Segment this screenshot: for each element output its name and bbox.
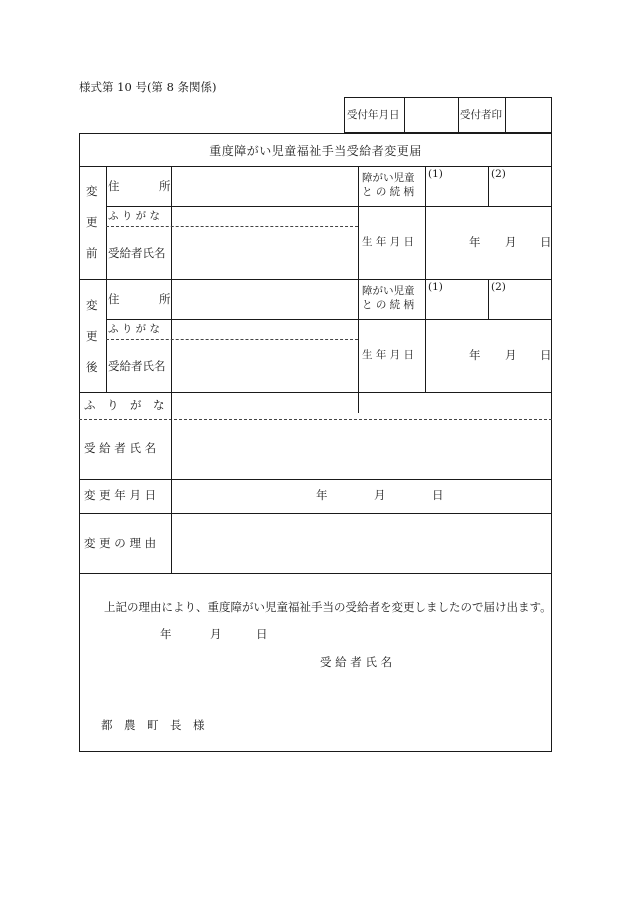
furigana-field[interactable] <box>172 393 357 418</box>
declaration-text: 上記の理由により、重度障がい児童福祉手当の受給者を変更しましたので届け出ます。 <box>104 600 552 614</box>
signature-label: 受 給 者 氏 名 <box>320 655 393 669</box>
before-relation-opt-1: (1) <box>428 168 443 180</box>
after-relation-opt-1: (1) <box>428 281 443 293</box>
change-date-field[interactable] <box>172 480 551 512</box>
recipient-name-label: 受 給 者 氏 名 <box>84 441 157 455</box>
furigana-extra-field[interactable] <box>359 393 551 418</box>
form-title: 重度障がい児童福祉手当受給者変更届 <box>209 143 422 158</box>
after-name-field[interactable] <box>172 341 357 391</box>
before-relation-label-1: 障がい児童 <box>362 172 415 184</box>
after-name-label: 受給者氏名 <box>108 359 166 373</box>
after-furigana-field[interactable] <box>172 320 357 339</box>
change-reason-label: 変 更 の 理 由 <box>84 536 157 550</box>
change-reason-field[interactable] <box>172 514 551 572</box>
change-date-label: 変 更 年 月 日 <box>84 488 157 502</box>
after-char-3: 後 <box>86 360 98 374</box>
before-birth-day: 日 <box>540 235 552 249</box>
before-birth-year: 年 <box>469 235 481 249</box>
before-relation-label-2: と の 続 柄 <box>362 186 415 198</box>
before-relation-opt-2: (2) <box>491 168 506 180</box>
after-relation-label-2: と の 続 柄 <box>362 299 415 311</box>
after-char-2: 更 <box>86 329 98 343</box>
receipt-date-field[interactable] <box>405 98 457 132</box>
after-char-1: 変 <box>86 298 98 312</box>
before-relation-field-1[interactable] <box>426 167 487 205</box>
declaration-month: 月 <box>210 627 222 641</box>
after-address-label-b: 所 <box>159 292 171 306</box>
before-relation-field-2[interactable] <box>489 167 551 205</box>
after-birthdate-label: 生 年 月 日 <box>362 349 415 361</box>
before-address-label-a: 住 <box>108 179 120 193</box>
receipt-stamp-label: 受付者印 <box>460 109 502 121</box>
recipient-name-field[interactable] <box>172 420 551 478</box>
before-char-3: 前 <box>86 246 98 260</box>
declaration-day: 日 <box>256 627 268 641</box>
signature-field[interactable] <box>410 652 540 672</box>
before-name-field[interactable] <box>172 228 357 278</box>
after-birth-month: 月 <box>505 348 517 362</box>
addressee: 都 農 町 長 様 <box>101 718 205 732</box>
after-relation-field-2[interactable] <box>489 280 551 318</box>
change-day: 日 <box>432 488 444 502</box>
before-birth-month: 月 <box>505 235 517 249</box>
receipt-date-label: 受付年月日 <box>347 109 400 121</box>
after-furigana-label: ふ り が な <box>108 323 161 335</box>
after-relation-label-1: 障がい児童 <box>362 285 415 297</box>
after-address-field[interactable] <box>172 280 357 318</box>
before-char-2: 更 <box>86 215 98 229</box>
before-birthdate-label: 生 年 月 日 <box>362 236 415 248</box>
form-number: 様式第 10 号(第 8 条関係) <box>79 80 217 94</box>
before-birthdate-field[interactable] <box>426 207 551 278</box>
after-birthdate-field[interactable] <box>426 320 551 391</box>
declaration-date-field[interactable] <box>120 624 280 644</box>
before-char-1: 変 <box>86 184 98 198</box>
before-address-field[interactable] <box>172 167 357 205</box>
after-relation-opt-2: (2) <box>491 281 506 293</box>
before-name-label: 受給者氏名 <box>108 246 166 260</box>
declaration-year: 年 <box>160 627 172 641</box>
after-address-label-a: 住 <box>108 292 120 306</box>
after-birth-year: 年 <box>469 348 481 362</box>
furigana-label: ふ り が な <box>84 398 165 412</box>
before-furigana-label: ふ り が な <box>108 210 161 222</box>
change-year: 年 <box>316 488 328 502</box>
receipt-stamp-field[interactable] <box>506 98 551 132</box>
before-address-label-b: 所 <box>159 179 171 193</box>
after-birth-day: 日 <box>540 348 552 362</box>
after-relation-field-1[interactable] <box>426 280 487 318</box>
before-furigana-field[interactable] <box>172 207 357 226</box>
change-month: 月 <box>374 488 386 502</box>
